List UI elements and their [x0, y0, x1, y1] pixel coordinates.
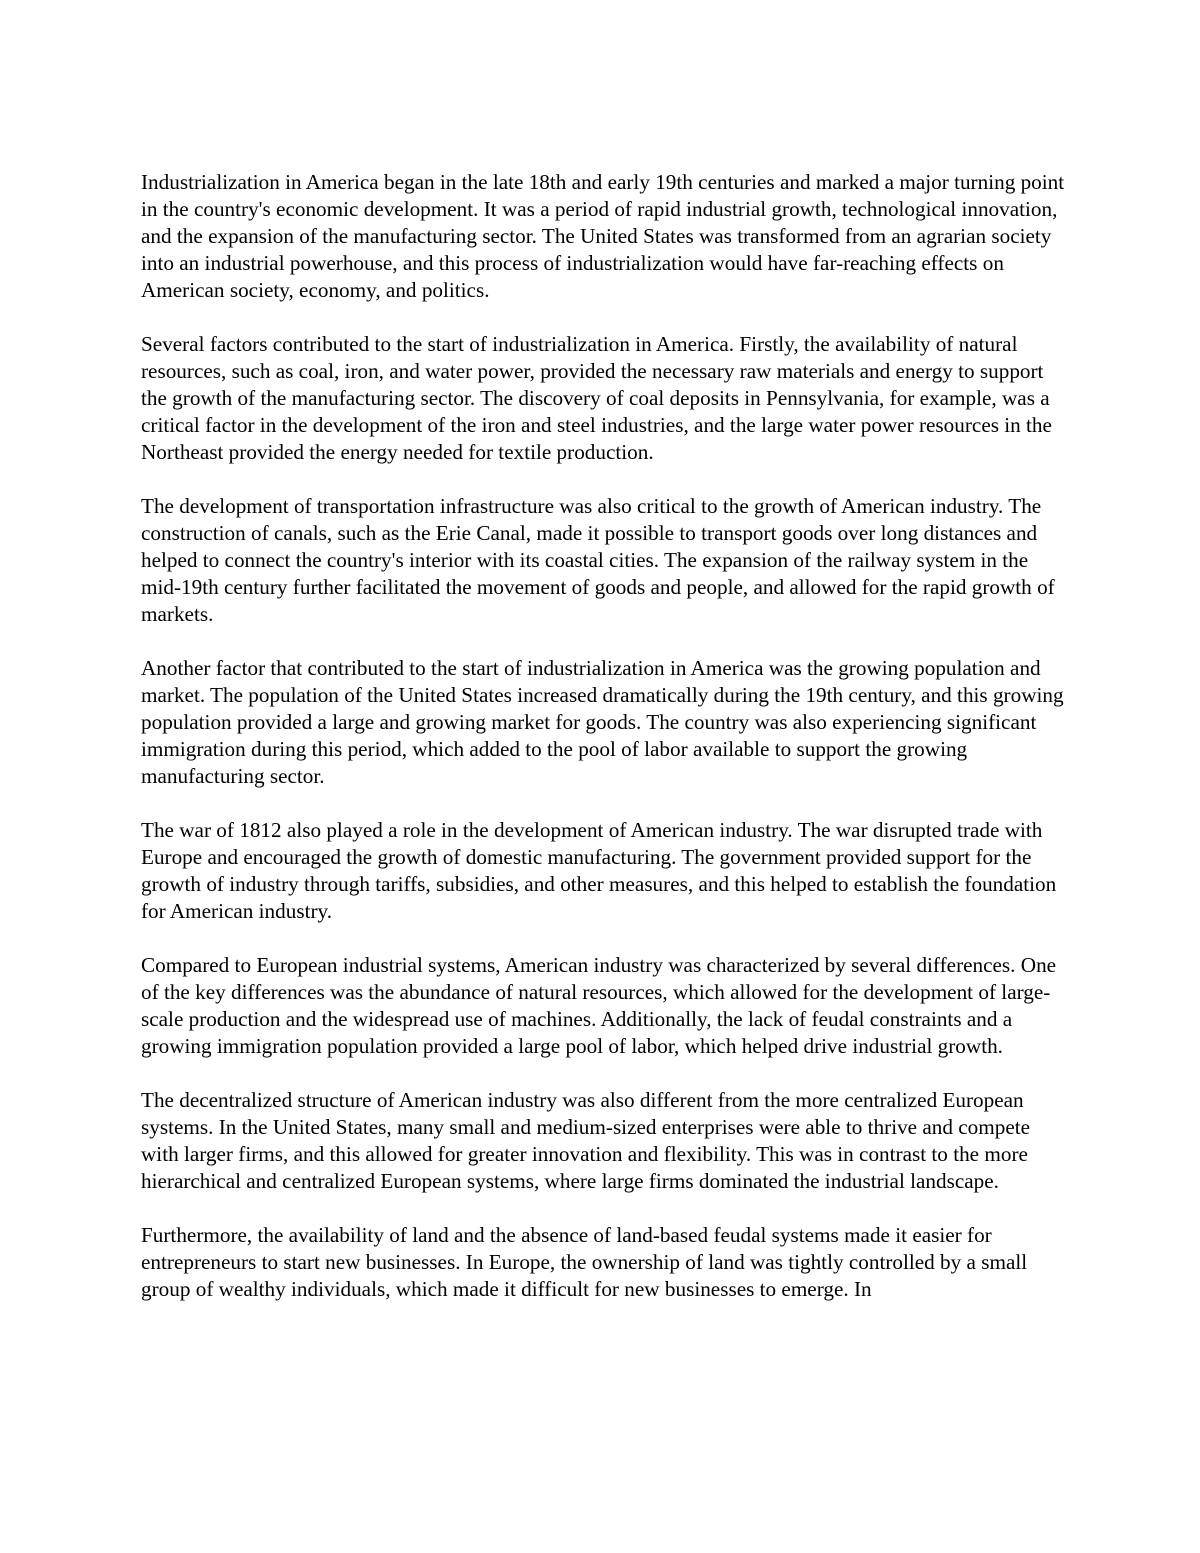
paragraph-transportation: The development of transportation infrastructure was also critical to the growth of American industry. The construction of canals, such as the Erie Canal, made it possible to transport goods over long distances and helped to connect the country's interior with its coastal cities. The expansion of the railway system in the mid-19th century further facilitated the movement of goods and people, and allowed for the rapid growth of markets. [141, 494, 1055, 626]
paragraph-contributing-factors: Several factors contributed to the start of industrialization in America. Firstly, the availability of natural resources, such as coal, iron, and water power, provided the necessary raw materials and energy to support the growth of the manufacturing sector. The discovery of coal deposits in Pennsylvania, for example, was a critical factor in the development of the iron and steel industries, and the large water power resources in the Northeast provided the energy needed for textile production. [141, 332, 1052, 464]
document-body [141, 169, 1066, 1303]
paragraph-population-market: Another factor that contributed to the start of industrialization in America was the growing population and market. The population of the United States increased dramatically during the 19th century, and this growing population provided a large and growing market for goods. The country was also experiencing significant immigration during this period, which added to the pool of labor available to support the growing manufacturing sector. [141, 656, 1064, 788]
paragraph-industrialization-intro: Industrialization in America began in the late 18th and early 19th centuries and marked a major turning point in the country's economic development. It was a period of rapid industrial growth, technological innovation, and the expansion of the manufacturing sector. The United States was transformed from an agrarian society into an industrial powerhouse, and this process of industrialization would have far-reaching effects on American society, economy, and politics. [141, 170, 1065, 302]
paragraph-land-availability: Furthermore, the availability of land and the absence of land-based feudal systems made it easier for entrepreneurs to start new businesses. In Europe, the ownership of land was tightly controlled by a small group of wealthy individuals, which made it difficult for new businesses to emerge. In [141, 1223, 1028, 1301]
paragraph-european-comparison: Compared to European industrial systems, American industry was characterized by several differences. One of the key differences was the abundance of natural resources, which allowed for the development of large-scale production and the widespread use of machines. Additionally, the lack of feudal constraints and a growing immigration population provided a large pool of labor, which helped drive industrial growth. [141, 953, 1057, 1058]
paragraph-war-of-1812: The war of 1812 also played a role in the development of American industry. The war disrupted trade with Europe and encouraged the growth of domestic manufacturing. The government provided support for the growth of industry through tariffs, subsidies, and other measures, and this helped to establish the foundation for American industry. [141, 818, 1057, 923]
paragraph-decentralized-structure: The decentralized structure of American industry was also different from the more centralized European systems. In the United States, many small and medium-sized enterprises were able to thrive and compete with larger firms, and this allowed for greater innovation and flexibility. This was in contrast to the more hierarchical and centralized European systems, where large firms dominated the industrial landscape. [141, 1088, 1031, 1193]
